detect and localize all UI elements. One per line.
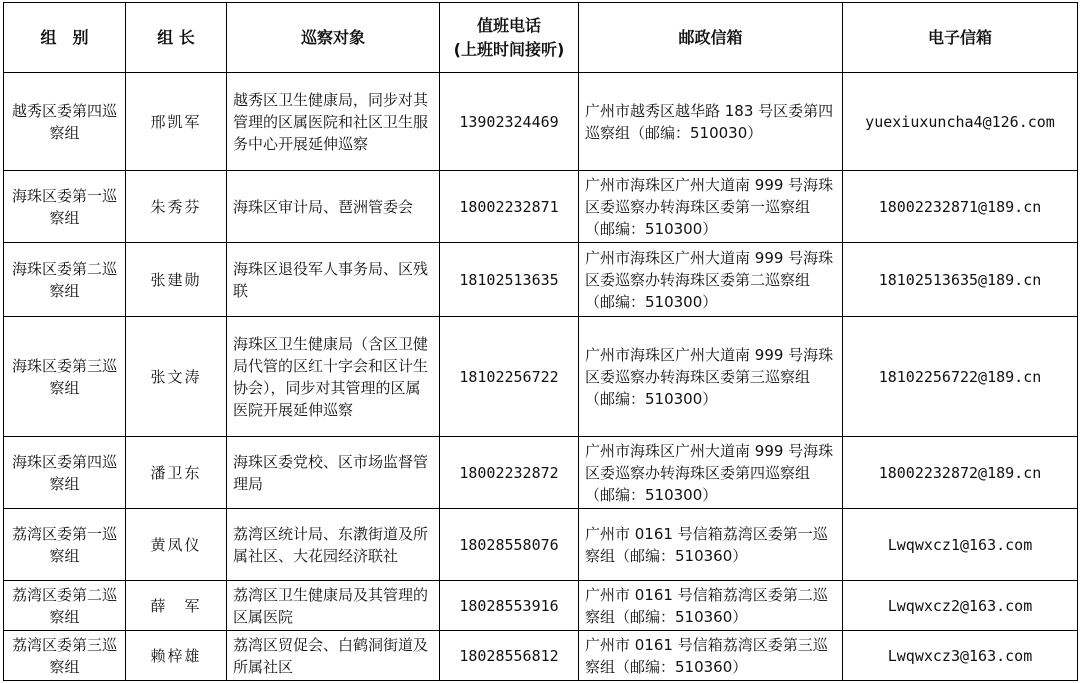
email-cell: 18102513635@189.cn	[843, 243, 1078, 317]
address-cell: 广州市海珠区广州大道南 999 号海珠区委巡察办转海珠区委第二巡察组（邮编：510300）	[579, 243, 843, 317]
group-cell: 荔湾区委第二巡察组	[4, 581, 126, 631]
table-row	[4, 171, 1078, 243]
group-cell: 荔湾区委第一巡察组	[4, 509, 126, 581]
target-cell: 海珠区退役军人事务局、区残联	[227, 243, 440, 317]
email-cell: Lwqwxcz2@163.com	[843, 581, 1078, 631]
group-cell: 海珠区委第三巡察组	[4, 317, 126, 437]
phone-cell: 18028553916	[440, 581, 579, 631]
table-row	[4, 437, 1078, 509]
address-cell: 广州市海珠区广州大道南 999 号海珠区委巡察办转海珠区委第四巡察组（邮编：510300）	[579, 437, 843, 509]
header-target: 巡察对象	[227, 3, 440, 73]
table-row	[4, 581, 1078, 631]
leader-cell: 张文涛	[126, 317, 227, 437]
email-cell: yuexiuxuncha4@126.com	[843, 73, 1078, 171]
inspection-contact-table	[3, 2, 1078, 681]
email-cell: Lwqwxcz3@163.com	[843, 631, 1078, 681]
email-cell: 18002232872@189.cn	[843, 437, 1078, 509]
target-cell: 海珠区审计局、琶洲管委会	[227, 171, 440, 243]
phone-cell: 18028558076	[440, 509, 579, 581]
leader-cell: 邢凯军	[126, 73, 227, 171]
leader-cell: 朱秀芬	[126, 171, 227, 243]
group-cell: 越秀区委第四巡察组	[4, 73, 126, 171]
header-group: 组 别	[4, 3, 126, 73]
phone-cell: 18002232872	[440, 437, 579, 509]
header-address: 邮政信箱	[579, 3, 843, 73]
leader-cell: 薛 军	[126, 581, 227, 631]
group-cell: 海珠区委第二巡察组	[4, 243, 126, 317]
table-row	[4, 509, 1078, 581]
address-cell: 广州市海珠区广州大道南 999 号海珠区委巡察办转海珠区委第一巡察组（邮编：510300）	[579, 171, 843, 243]
target-cell: 荔湾区统计局、东漖街道及所属社区、大花园经济联社	[227, 509, 440, 581]
leader-cell: 张建勋	[126, 243, 227, 317]
address-cell: 广州市 0161 号信箱荔湾区委第二巡察组（邮编：510360）	[579, 581, 843, 631]
group-cell: 海珠区委第一巡察组	[4, 171, 126, 243]
email-cell: 18102256722@189.cn	[843, 317, 1078, 437]
target-cell: 海珠区卫生健康局（含区卫健局代管的区红十字会和区计生协会），同步对其管理的区属医院开展延伸巡察	[227, 317, 440, 437]
phone-cell: 18102256722	[440, 317, 579, 437]
target-cell: 越秀区卫生健康局，同步对其管理的区属医院和社区卫生服务中心开展延伸巡察	[227, 73, 440, 171]
address-cell: 广州市越秀区越华路 183 号区委第四巡察组（邮编：510030）	[579, 73, 843, 171]
target-cell: 荔湾区贸促会、白鹤洞街道及所属社区	[227, 631, 440, 681]
email-cell: 18002232871@189.cn	[843, 171, 1078, 243]
table-row	[4, 73, 1078, 171]
table-row	[4, 243, 1078, 317]
target-cell: 荔湾区卫生健康局及其管理的区属医院	[227, 581, 440, 631]
header-email: 电子信箱	[843, 3, 1078, 73]
leader-cell: 潘卫东	[126, 437, 227, 509]
address-cell: 广州市海珠区广州大道南 999 号海珠区委巡察办转海珠区委第三巡察组（邮编：510300）	[579, 317, 843, 437]
group-cell: 荔湾区委第三巡察组	[4, 631, 126, 681]
leader-cell: 黄凤仪	[126, 509, 227, 581]
header-phone-line2: (上班时间接听)	[453, 39, 565, 59]
header-phone	[440, 3, 579, 73]
target-cell: 海珠区委党校、区市场监督管理局	[227, 437, 440, 509]
table-row	[4, 317, 1078, 437]
header-leader: 组 长	[126, 3, 227, 73]
address-cell: 广州市 0161 号信箱荔湾区委第一巡察组（邮编：510360）	[579, 509, 843, 581]
address-cell: 广州市 0161 号信箱荔湾区委第三巡察组（邮编：510360）	[579, 631, 843, 681]
phone-cell: 18002232871	[440, 171, 579, 243]
email-cell: Lwqwxcz1@163.com	[843, 509, 1078, 581]
table-row	[4, 631, 1078, 681]
group-cell: 海珠区委第四巡察组	[4, 437, 126, 509]
phone-cell: 18028556812	[440, 631, 579, 681]
header-phone-line1: 值班电话	[476, 15, 541, 35]
table-header-row	[4, 3, 1078, 73]
phone-cell: 18102513635	[440, 243, 579, 317]
phone-cell: 13902324469	[440, 73, 579, 171]
leader-cell: 赖梓雄	[126, 631, 227, 681]
